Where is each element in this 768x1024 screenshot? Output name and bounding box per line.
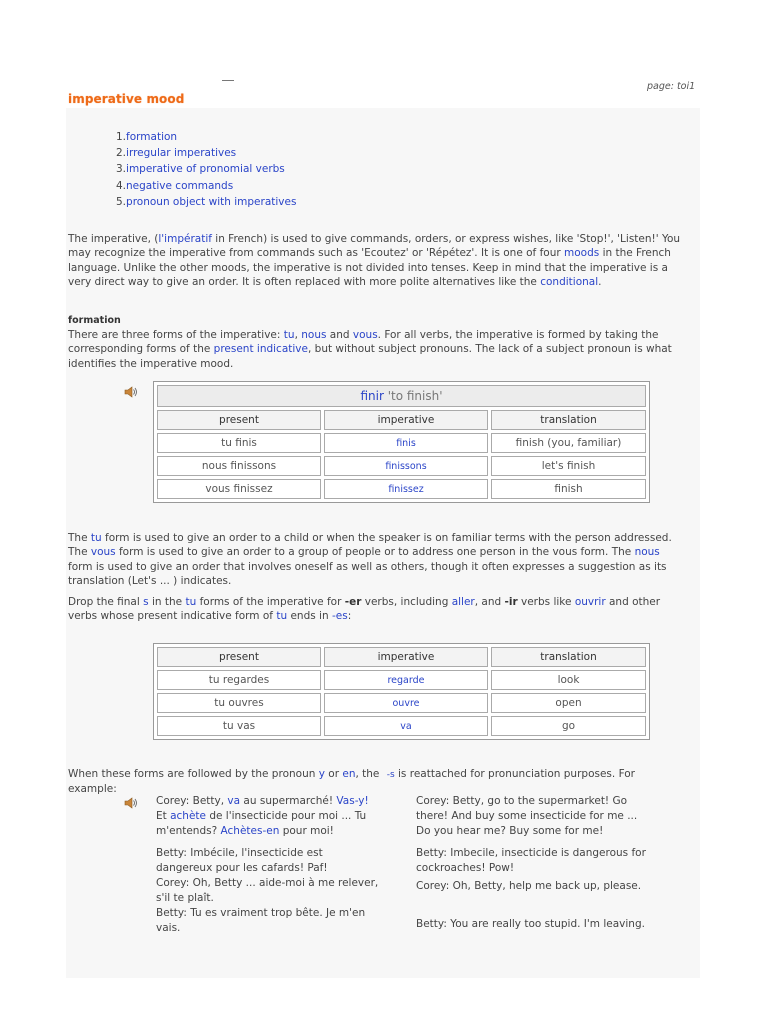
table-row: tu ouvres ouvre open bbox=[157, 693, 646, 713]
link-vas-y[interactable]: Vas-y! bbox=[336, 795, 369, 807]
toc-link-pronomial-verbs[interactable]: imperative of pronomial verbs bbox=[126, 163, 285, 176]
toc-item: 3.imperative of pronomial verbs bbox=[116, 163, 285, 176]
usage-paragraph: The tu form is used to give an order to a child or when the speaker is on familiar terms with the person addressed. The vous form is used to give an order to a group of people or to address one person in the vous form. The nous form is used to give an order that involves oneself as well as others, though it often expresses a suggestion as its translation (Let's ... ) indicates. bbox=[68, 532, 672, 587]
finir-conjugation-table bbox=[153, 381, 650, 503]
section-heading-formation: formation bbox=[68, 315, 121, 326]
toc-item: 4.negative commands bbox=[116, 179, 234, 192]
link-vous[interactable]: vous bbox=[90, 546, 116, 559]
dialog-english bbox=[416, 794, 648, 932]
column-header: imperative bbox=[324, 647, 488, 667]
toc-link-negative-commands[interactable]: negative commands bbox=[126, 179, 234, 192]
dialog-line: Corey: Betty, go to the supermarket! Go there! And buy some insecticide for me ... Do you hear me? Buy some for me! bbox=[416, 795, 638, 837]
table-row: tu vas va go bbox=[157, 716, 646, 736]
toc-link-irregular-imperatives[interactable]: irregular imperatives bbox=[126, 147, 237, 160]
link-tu[interactable]: tu bbox=[276, 610, 288, 623]
dialog-line: Betty: Imbecile, insecticide is dangerous for cockroaches! Pow! bbox=[416, 847, 646, 874]
link-tu[interactable]: tu bbox=[90, 532, 102, 544]
dialog-line: Corey: Oh, Betty, help me back up, please. bbox=[416, 880, 642, 892]
link-ouvrir[interactable]: ouvrir bbox=[574, 596, 606, 608]
link-conditional[interactable]: conditional bbox=[540, 275, 599, 288]
link-imperatif[interactable]: l'impératif bbox=[158, 233, 212, 245]
link-y[interactable]: y bbox=[318, 768, 325, 780]
drop-s-table bbox=[153, 643, 650, 740]
link-en[interactable]: en bbox=[342, 768, 356, 780]
dialog-french bbox=[156, 794, 382, 936]
dialog-line: Betty: Tu es vraiment trop bête. Je m'en vais. bbox=[156, 907, 366, 934]
table-row: tu regardes regarde look bbox=[157, 670, 646, 690]
column-header: translation bbox=[491, 647, 646, 667]
link-moods[interactable]: moods bbox=[564, 247, 600, 260]
table-row: tu finis finis finish (you, familiar) bbox=[157, 433, 646, 453]
caption-verb: finir bbox=[360, 389, 384, 403]
dialog-line: Betty: Imbécile, l'insecticide est dangereux pour les cafards! Paf! bbox=[156, 847, 328, 874]
dialog-line: Corey: Oh, Betty ... aide-moi à me relever, s'il te plaît. bbox=[156, 877, 379, 904]
divider bbox=[222, 80, 234, 81]
link-va[interactable]: va bbox=[227, 795, 241, 807]
dialog-line: Betty: You are really too stupid. I'm leaving. bbox=[416, 918, 645, 930]
toc-link-formation[interactable]: formation bbox=[126, 131, 178, 143]
link-achetes-en[interactable]: Achètes-en bbox=[220, 825, 280, 837]
table-row: nous finissons finissons let's finish bbox=[157, 456, 646, 476]
toc-item: 1.formation bbox=[116, 131, 178, 143]
table-row: vous finissez finissez finish bbox=[157, 479, 646, 499]
link-nous[interactable]: nous bbox=[301, 329, 327, 341]
dialog-line: Corey: Betty, va au supermarché! Vas-y! Et achète de l'insecticide pour moi ... Tu m'entends? Achètes-en pour moi! bbox=[156, 795, 369, 837]
column-header: present bbox=[157, 410, 321, 430]
link-aller[interactable]: aller bbox=[451, 596, 475, 608]
page-label: page: toi1 bbox=[647, 81, 696, 92]
reattach-paragraph: When these forms are followed by the pronoun y or en, the -s is reattached for pronunciation purposes. For example: bbox=[68, 768, 635, 796]
link-present-indicative[interactable]: present indicative bbox=[213, 343, 308, 356]
drop-s-paragraph: Drop the final s in the tu forms of the imperative for -er verbs, including aller, and -ir verbs like ouvrir and other verbs whose present indicative form of tu ends in -es: bbox=[68, 596, 661, 623]
column-header: translation bbox=[491, 410, 646, 430]
link-achete[interactable]: achète bbox=[170, 810, 206, 822]
toc-item: 2.irregular imperatives bbox=[116, 147, 237, 160]
link-tu[interactable]: tu bbox=[283, 329, 295, 341]
table-caption: finir 'to finish' bbox=[157, 385, 646, 407]
speaker-icon[interactable] bbox=[124, 386, 138, 398]
page-title: imperative mood bbox=[68, 92, 185, 106]
table-of-contents bbox=[116, 129, 296, 210]
intro-paragraph: The imperative, (l'impératif in French) is used to give commands, orders, or express wishes, like 'Stop!', 'Listen!' You may recognize the imperative from commands such as 'Ecoutez' or 'Répétez'. It is one of four moods in the French language. Unlike the other moods, the imperative is not divided into tenses. Keep in mind that the imperative is a very direct way to give an order. It is often replaced with more polite alternatives like the conditional. bbox=[68, 233, 681, 288]
column-header: imperative bbox=[324, 410, 488, 430]
link-vous[interactable]: vous bbox=[352, 329, 378, 341]
speaker-icon[interactable] bbox=[124, 797, 138, 809]
link-tu[interactable]: tu bbox=[185, 596, 197, 608]
link-nous[interactable]: nous bbox=[634, 546, 660, 559]
formation-paragraph: There are three forms of the imperative: tu, nous and vous. For all verbs, the imperative is formed by taking the corresponding forms of the present indicative, but without subject pronouns. The lack of a subject pronoun is what identifies the imperative mood. bbox=[68, 329, 672, 370]
toc-link-pronoun-object[interactable]: pronoun object with imperatives bbox=[126, 195, 297, 208]
column-header: present bbox=[157, 647, 321, 667]
toc-item: 5.pronoun object with imperatives bbox=[116, 195, 297, 208]
